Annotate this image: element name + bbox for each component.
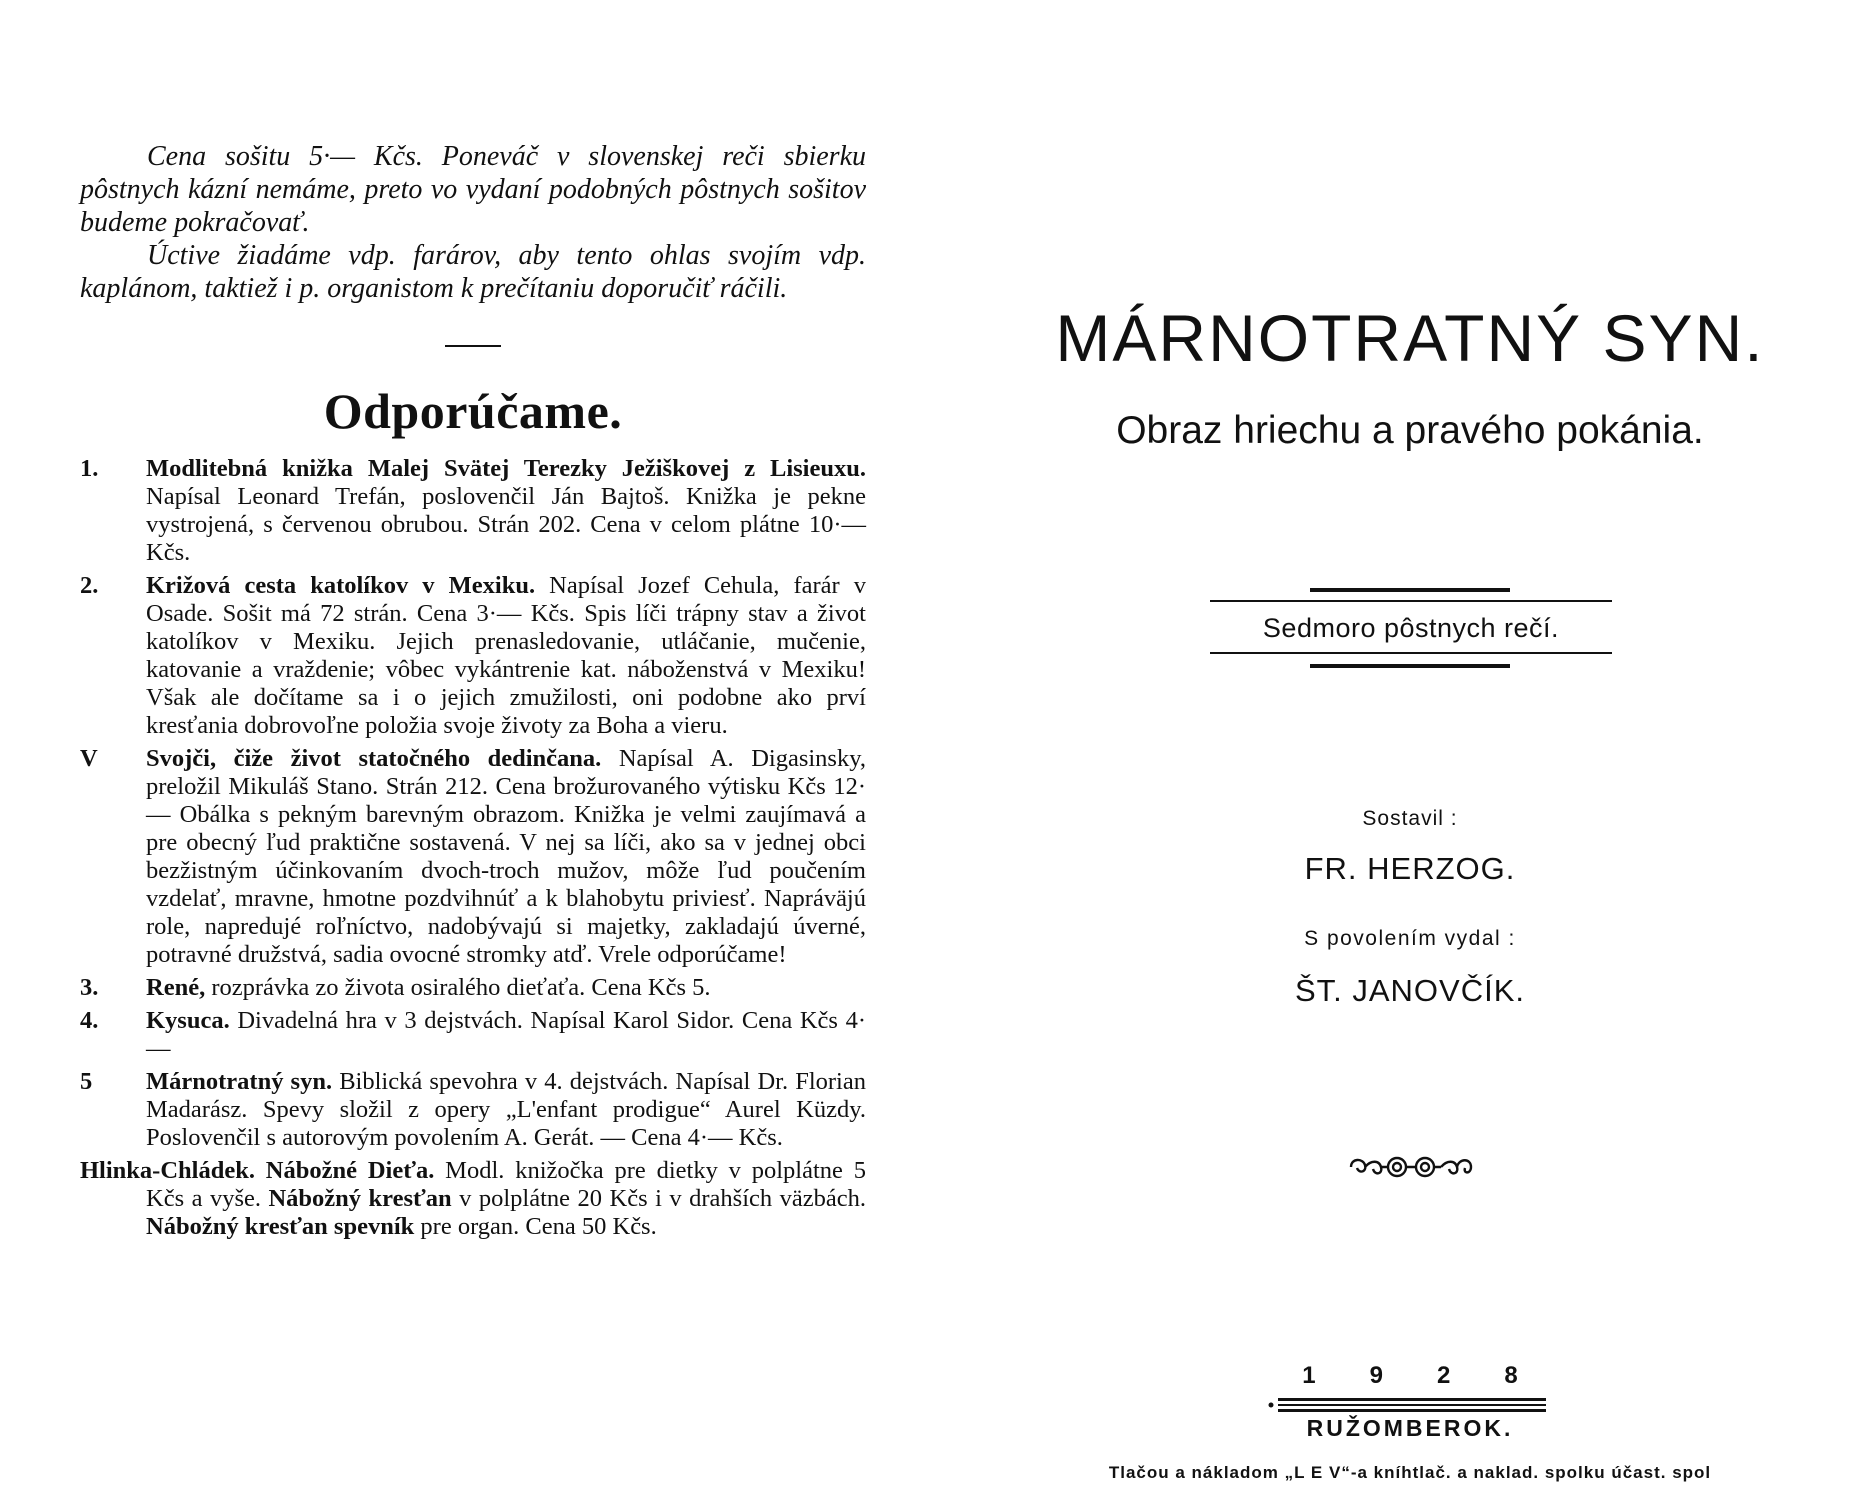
publisher-name: ŠT. JANOVČÍK. bbox=[1294, 973, 1526, 1008]
series-label: Sedmoro pôstnych rečí. bbox=[1262, 613, 1560, 643]
notice-paragraph-1: Cena sošitu 5·— Kčs. Poneváč v slovenskej reči sbierku pôstnych kázní nemáme, preto vo vydaní podobných pôstnych sošitov budeme pokračovať. bbox=[80, 141, 866, 238]
compiled-by-label: Sostavil : bbox=[1362, 807, 1458, 830]
item-description-secondary: v polplátne 20 Kčs i v drahších väzbách. bbox=[451, 1185, 867, 1212]
list-item bbox=[80, 1007, 866, 1063]
item-number: V bbox=[80, 745, 98, 772]
item-description: rozprávka zo života osiralého dieťaťa. Cena Kčs 5. bbox=[205, 974, 711, 1001]
item-title: Križová cesta katolíkov v Mexiku. bbox=[146, 572, 536, 599]
item-description: Biblická spevohra v 4. dejstvách. Napísal Dr. Florian Madarász. Spevy složil z opery „L'enfant prodigue“ Aurel Küzdy. Poslovenčil s autorovým povolením A. Gerát. — Cena 4·— Kčs. bbox=[146, 1068, 866, 1151]
book-title: MÁRNOTRATNÝ SYN. bbox=[1055, 301, 1765, 375]
item-title: Svojči, čiže život statočného dedinčana. bbox=[146, 745, 602, 772]
item-description: Modl. knižočka pre dietky v polplátne 5 Kčs a vyše. bbox=[146, 1157, 866, 1212]
divider bbox=[445, 345, 501, 347]
price-notice bbox=[80, 140, 866, 305]
item-title: Kysuca. bbox=[146, 1007, 230, 1034]
item-number: 2. bbox=[80, 572, 99, 599]
item-title: Márnotratný syn. bbox=[146, 1068, 333, 1095]
item-title-tertiary: Nábožný kresťan spevník bbox=[146, 1213, 415, 1240]
item-description: Divadelná hra v 3 dejstvách. Napísal Karol Sidor. Cena Kčs 4·— bbox=[146, 1007, 866, 1062]
printer-imprint: Tlačou a nákladom „L E V“-a kníhtlač. a naklad. spolku účast. spol bbox=[1108, 1463, 1712, 1482]
list-item bbox=[80, 974, 866, 1002]
recommendation-list bbox=[80, 455, 866, 1241]
scroll-ornament-icon bbox=[1347, 1152, 1475, 1182]
permission-label: S povolením vydal : bbox=[1304, 927, 1516, 950]
item-number: 5 bbox=[80, 1068, 93, 1095]
item-title: Modlitebná knižka Malej Svätej Terezky Ježiškovej z Lisieuxu. bbox=[146, 455, 866, 482]
publication-year: 1928 bbox=[1302, 1362, 1572, 1389]
item-description: Napísal Jozef Cehula, farár v Osade. Sošit má 72 strán. Cena 3·— Kčs. Spis líči trápny stav a život katolíkov v Mexiku. Jejich prenasledovanie, utláčanie, mučenie, katovanie a vraždenie; vôbec vykántrenie kat. náboženstvá v Mexiku! Však ale dočítame sa i o jejich zmužilosti, oni podobne ako prví kresťania dobrovoľne položia svoje životy za Boha a vieru. bbox=[146, 572, 866, 739]
item-number: 1. bbox=[80, 455, 99, 482]
list-item bbox=[80, 572, 866, 740]
list-item bbox=[80, 745, 866, 969]
list-item bbox=[80, 1157, 866, 1241]
item-description: Napísal Leonard Trefán, poslovenčil Ján Bajtoš. Knižka je pekne vystrojená, s červenou obrubou. Strán 202. Cena v celom plátne 10·— Kčs. bbox=[146, 483, 866, 566]
notice-paragraph-2: Úctive žiadáme vdp. farárov, aby tento ohlas svojím vdp. kaplánom, taktiež i p. organistom k prečítaniu doporučiť ráčili. bbox=[80, 240, 866, 304]
recommendations-heading: Odporúčame. bbox=[323, 383, 623, 439]
list-item bbox=[80, 1068, 866, 1152]
item-number: 4. bbox=[80, 1007, 99, 1034]
book-subtitle: Obraz hriechu a pravého pokánia. bbox=[1116, 409, 1704, 452]
bottom-rule-short bbox=[1310, 664, 1510, 668]
top-rule-short bbox=[1310, 588, 1510, 592]
publication-city: RUŽOMBEROK. bbox=[1306, 1415, 1514, 1441]
series-label-box bbox=[1210, 588, 1612, 662]
top-rule-long bbox=[1210, 600, 1612, 602]
item-title-secondary: Nábožný kresťan bbox=[268, 1185, 452, 1212]
author-name: FR. HERZOG. bbox=[1304, 851, 1516, 886]
left-page bbox=[80, 140, 866, 1246]
item-title: Hlinka-Chládek. Nábožné Dieťa. bbox=[80, 1157, 435, 1184]
list-item bbox=[80, 455, 866, 567]
item-title: René, bbox=[146, 974, 206, 1001]
item-description: Napísal A. Digasinsky, preložil Mikuláš Stano. Strán 212. Cena brožurovaného výtisku Kčs 12·— Obálka s pekným barevným obrazom. Knižka je velmi zaujímavá a pre obecný ľud praktične sostavená. V nej sa líči, ako sa v jednej obci bezžistným účinkovaním dvoch-troch mužov, môže ľud poučením vzdelať, mravne, hmotne pozdvihnúť a k blahobytu priviesť. Napráväjú role, napredujé roľníctvo, nadobývajú si majetky, zakladajú úverné, potravné družstvá, sadia ovocné stromky atď. Vrele odporúčame! bbox=[146, 745, 866, 968]
item-number: 3. bbox=[80, 974, 99, 1001]
year-divider bbox=[1268, 1397, 1546, 1413]
bottom-rule-long bbox=[1210, 652, 1612, 654]
right-page bbox=[1000, 0, 1820, 1500]
item-description-tertiary: pre organ. Cena 50 Kčs. bbox=[414, 1213, 657, 1240]
